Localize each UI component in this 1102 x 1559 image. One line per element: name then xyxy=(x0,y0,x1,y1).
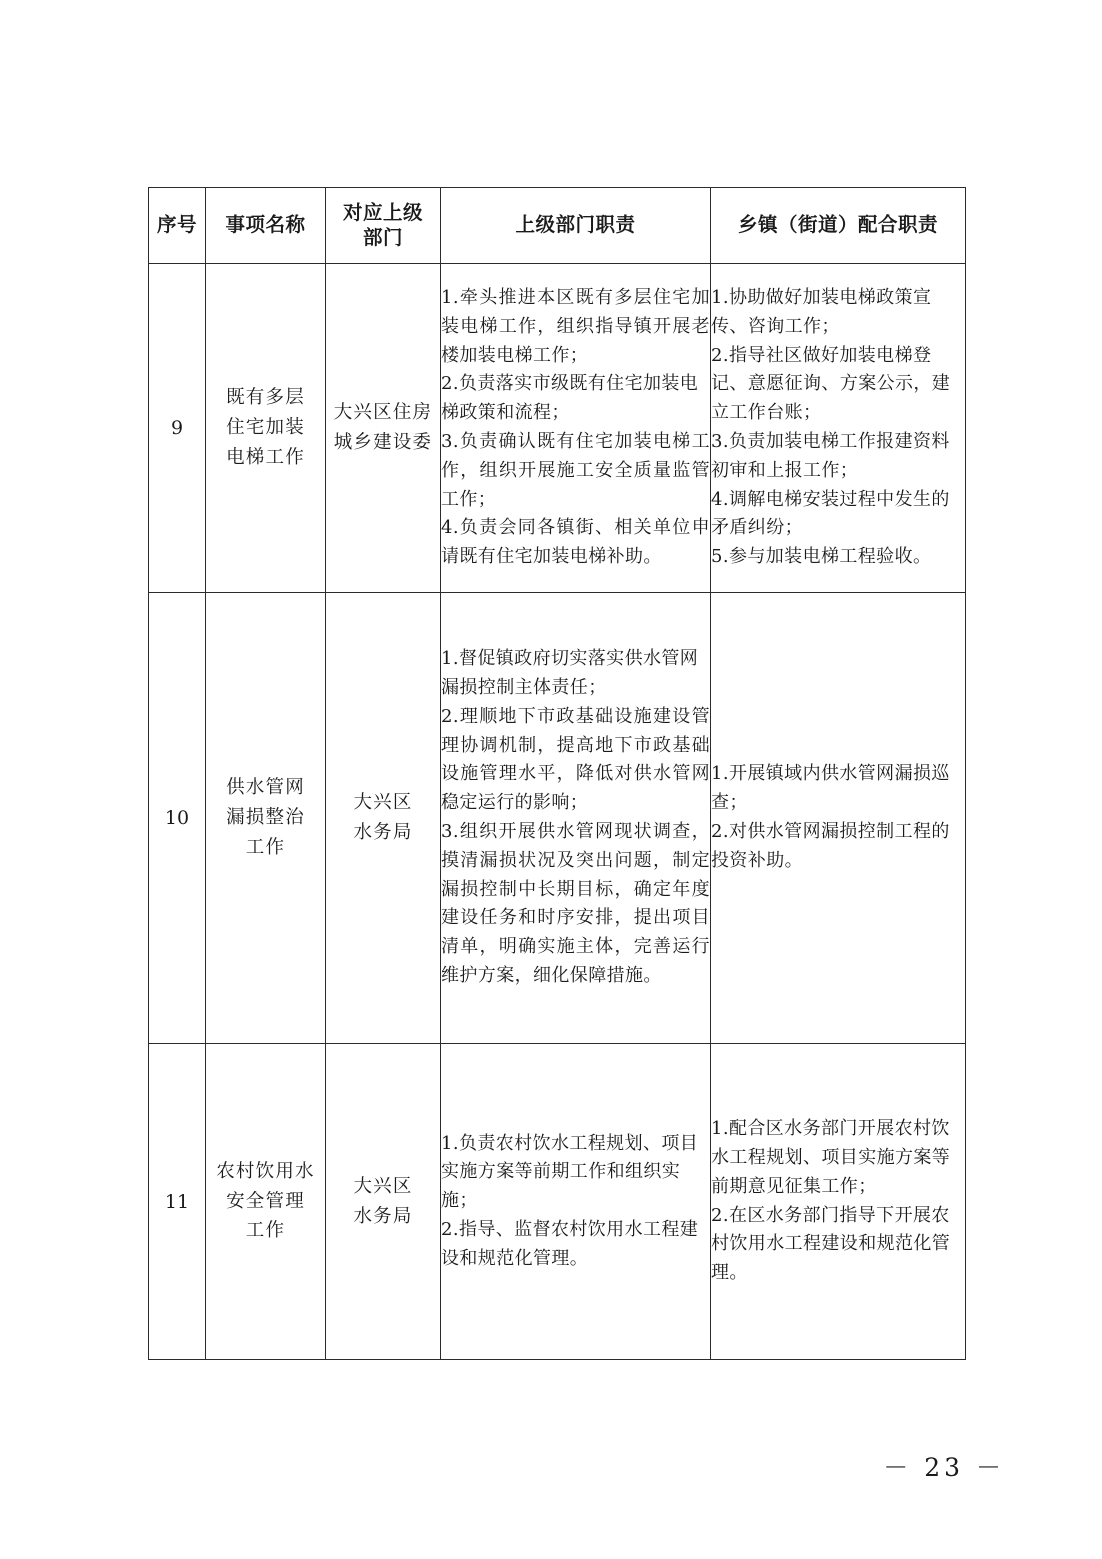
upper-department-line: 大兴区住房 xyxy=(333,402,433,424)
item-name-line: 供水管网 xyxy=(226,777,305,799)
page-number: － 23 － xyxy=(883,1453,1005,1482)
item-name-line: 住宅加装 xyxy=(226,417,305,439)
row-upper-department xyxy=(326,264,441,593)
duty-item: 1.负责农村饮水工程规划、项目实施方案等前期工作和组织实施； xyxy=(441,1132,699,1212)
table-row xyxy=(149,264,966,593)
column-header-town-duties: 乡镇（街道）配合职责 xyxy=(711,188,966,264)
upper-department-line: 大兴区 xyxy=(353,792,413,814)
table-row xyxy=(149,593,966,1044)
item-name-line: 农村饮用水 xyxy=(216,1160,315,1182)
column-header-upper-department xyxy=(326,188,441,264)
duty-item: 4.负责会同各镇街、相关单位申请既有住宅加装电梯补助。 xyxy=(441,517,710,568)
row-town-duties xyxy=(711,593,966,1044)
upper-department-line: 大兴区 xyxy=(353,1175,413,1197)
row-upper-department xyxy=(326,593,441,1044)
responsibility-table xyxy=(148,187,966,1360)
upper-department-line: 城乡建设委 xyxy=(333,432,433,453)
item-name-line: 安全管理 xyxy=(226,1190,305,1212)
duty-item: 1.配合区水务部门开展农村饮水工程规划、项目实施方案等前期意见征集工作； xyxy=(711,1118,951,1197)
row-town-duties xyxy=(711,264,966,593)
item-name-line: 漏损整治 xyxy=(226,807,305,829)
duty-item: 1.开展镇域内供水管网漏损巡查； xyxy=(711,763,950,814)
row-index: 10 xyxy=(149,593,206,1044)
column-header-upper-department-line2: 部门 xyxy=(362,225,403,249)
row-town-duties xyxy=(711,1044,966,1360)
column-header-index: 序号 xyxy=(149,188,206,264)
row-item-name xyxy=(206,593,326,1044)
table-header-row xyxy=(149,188,966,264)
row-item-name xyxy=(206,264,326,593)
column-header-upper-duties: 上级部门职责 xyxy=(441,188,711,264)
duty-item: 1.督促镇政府切实落实供水管网漏损控制主体责任； xyxy=(441,648,699,699)
item-name-line: 工作 xyxy=(245,1220,286,1242)
duty-item: 5.参与加装电梯工程验收。 xyxy=(711,546,932,568)
column-header-upper-department-line1: 对应上级 xyxy=(342,201,423,225)
upper-department-line: 水务局 xyxy=(353,1205,413,1227)
row-item-name xyxy=(206,1044,326,1360)
row-index: 9 xyxy=(149,264,206,593)
duty-item: 3.组织开展供水管网现状调查，摸清漏损状况及突出问题，制定漏损控制中长期目标，确定年度建设任务和时序安排，提出项目清单，明确实施主体，完善运行维护方案，细化保障措施。 xyxy=(441,821,710,986)
duty-item: 1.协助做好加装电梯政策宣传、咨询工作； xyxy=(711,287,932,337)
row-upper-department xyxy=(326,1044,441,1360)
duty-item: 4.调解电梯安装过程中发生的矛盾纠纷； xyxy=(711,488,950,539)
duty-item: 2.指导、监督农村饮用水工程建设和规范化管理。 xyxy=(441,1218,699,1269)
row-upper-duties xyxy=(441,593,711,1044)
upper-department-line: 水务局 xyxy=(353,822,413,843)
duty-item: 1.牵头推进本区既有多层住宅加装电梯工作，组织指导镇开展老楼加装电梯工作； xyxy=(441,287,710,366)
row-upper-duties xyxy=(441,1044,711,1360)
item-name-line: 既有多层 xyxy=(226,387,305,409)
row-index: 11 xyxy=(149,1044,206,1360)
column-header-item-name: 事项名称 xyxy=(206,188,326,264)
duty-item: 3.负责确认既有住宅加装电梯工作，组织开展施工安全质量监管工作； xyxy=(441,431,710,510)
duty-item: 2.对供水管网漏损控制工程的投资补助。 xyxy=(711,821,950,871)
duty-item: 2.负责落实市级既有住宅加装电梯政策和流程； xyxy=(441,373,699,424)
duty-item: 2.指导社区做好加装电梯登记、意愿征询、方案公示，建立工作台账； xyxy=(711,344,951,424)
duty-item: 2.理顺地下市政基础设施建设管理协调机制，提高地下市政基础设施管理水平，降低对供水管网稳定运行的影响； xyxy=(441,705,710,814)
table-row xyxy=(149,1044,966,1360)
duty-item: 2.在区水务部门指导下开展农村饮用水工程建设和规范化管理。 xyxy=(711,1204,951,1284)
duty-item: 3.负责加装电梯工作报建资料初审和上报工作； xyxy=(711,431,950,481)
item-name-line: 电梯工作 xyxy=(226,446,305,468)
item-name-line: 工作 xyxy=(245,836,286,858)
row-upper-duties xyxy=(441,264,711,593)
